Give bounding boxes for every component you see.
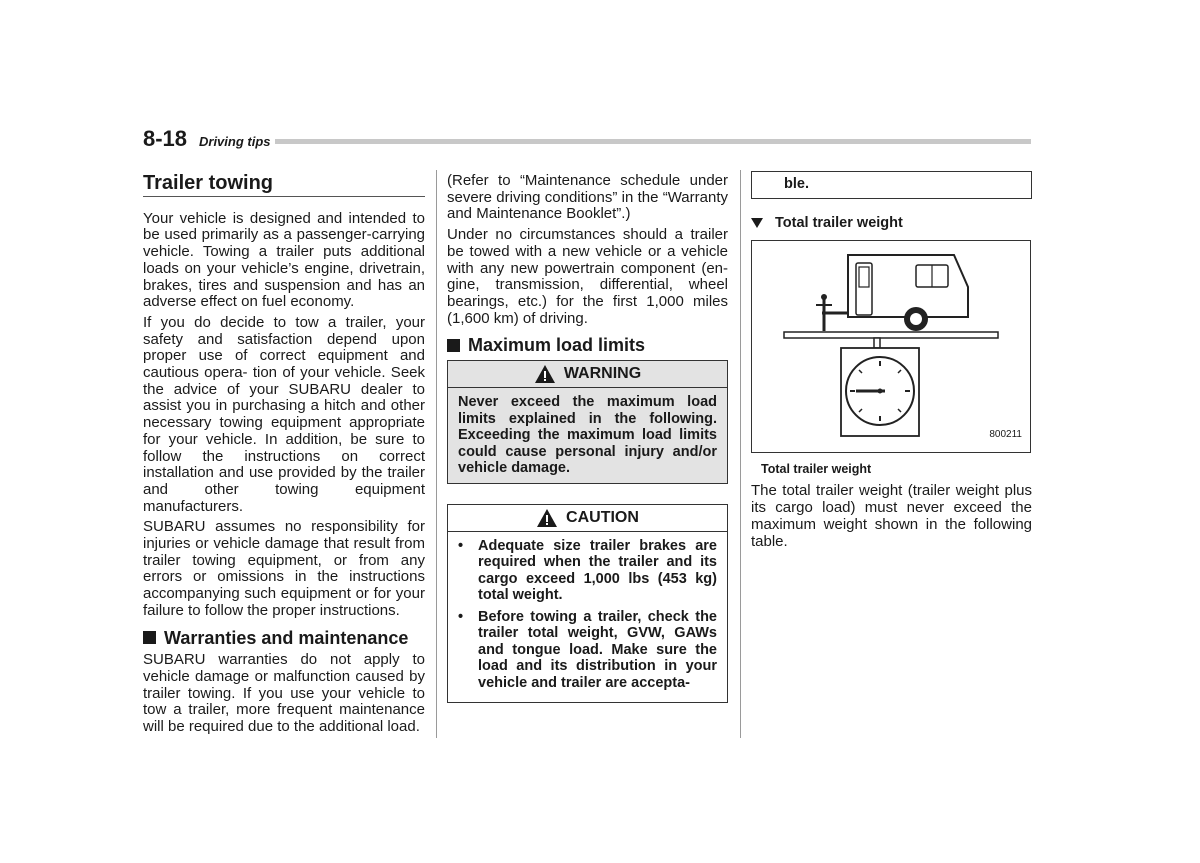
header-rule — [275, 139, 1031, 144]
figure-code: 800211 — [989, 429, 1022, 440]
warning-header — [447, 360, 728, 388]
caution-label: CAUTION — [566, 508, 639, 526]
figure-caption: Total trailer weight — [761, 461, 872, 476]
caution-header — [447, 504, 728, 532]
paragraph: (Refer to “Maintenance schedule under severe driving conditions” in the “Warranty and Maintenance Booklet”.) — [447, 172, 728, 223]
paragraph: Your vehicle is designed and intended to be used primarily as a passenger-carrying vehicle. Towing a trailer puts additional loads on your vehicle’s engine, drivetrain, brakes, tires and suspension and has an adverse effect on fuel economy. — [143, 209, 425, 311]
square-bullet-icon — [143, 631, 156, 644]
trailer-weight-figure — [751, 240, 1031, 453]
paragraph: SUBARU warranties do not apply to vehicle damage or malfunction caused by trailer towing. If you use your vehicle to tow a trailer, more frequent maintenance will be required due to the additional load. — [143, 651, 425, 736]
column-divider — [436, 170, 437, 738]
caution-body — [447, 532, 728, 704]
warning-body: Never exceed the maximum load limits explained in the following. Exceeding the maximum load limits could cause personal injury and/or vehicle damage. — [447, 388, 728, 484]
bullet-dot: • — [458, 608, 464, 625]
list-item: • Before towing a trailer, check the trailer total weight, GVW, GAWs and tongue load. Make sure the load and its distribution in your vehicle and trailer are accepta- — [458, 608, 717, 691]
warning-label: WARNING — [563, 365, 642, 383]
paragraph: The total trailer weight (trailer weight plus its cargo load) must never exceed the maximum weight shown in the following table. — [751, 482, 1032, 550]
page-title: Trailer towing — [143, 175, 425, 197]
paragraph: Under no circumstances should a trailer be towed with a new vehicle or a vehicle with any new powertrain component (en- gine, transmission, differential, wheel bearings, etc.) for the first 1,000 miles (1,600 km) of driving. — [447, 226, 728, 327]
square-bullet-icon — [447, 339, 460, 352]
list-item: • Adequate size trailer brakes are required when the trailer and its cargo exceed 1,000 lbs (453 kg) total weight. — [458, 537, 717, 604]
column-2 — [447, 173, 728, 703]
subheading-total-weight: Total trailer weight — [751, 215, 1032, 232]
section-name: Driving tips — [199, 134, 271, 149]
page-number: 8-18 — [143, 126, 188, 151]
column-3 — [751, 173, 1032, 554]
column-divider — [740, 170, 741, 738]
trailer-scale-illustration — [752, 241, 1030, 452]
paragraph: If you do decide to tow a trailer, your safety and satisfaction depend upon proper use of correct equipment and cautious opera- tion of your vehicle. Seek the advice of your SUBARU dealer to assist you in purchasing a hitch and other necessary towing equipment appropriate for your vehicle. In addition, be sure to follow the instructions on correct installation and use provided by the trailer and other towing equipment manufacturers. — [143, 313, 425, 515]
caution-continued: ble. — [751, 171, 1032, 199]
bullet-dot: • — [458, 537, 464, 554]
subheading-max-load: Maximum load limits — [447, 337, 728, 354]
subheading-warranties: Warranties and maintenance — [143, 630, 425, 647]
triangle-down-icon — [751, 217, 763, 229]
column-1 — [143, 173, 425, 740]
warning-triangle-icon — [534, 364, 556, 384]
paragraph: SUBARU assumes no responsibility for injuries or vehicle damage that result from trailer towing equipment, or from any errors or omissions in the instructions accompanying such equipment or for your failure to follow the proper instructions. — [143, 518, 425, 619]
page-header — [143, 124, 1031, 154]
warning-triangle-icon — [536, 508, 558, 528]
